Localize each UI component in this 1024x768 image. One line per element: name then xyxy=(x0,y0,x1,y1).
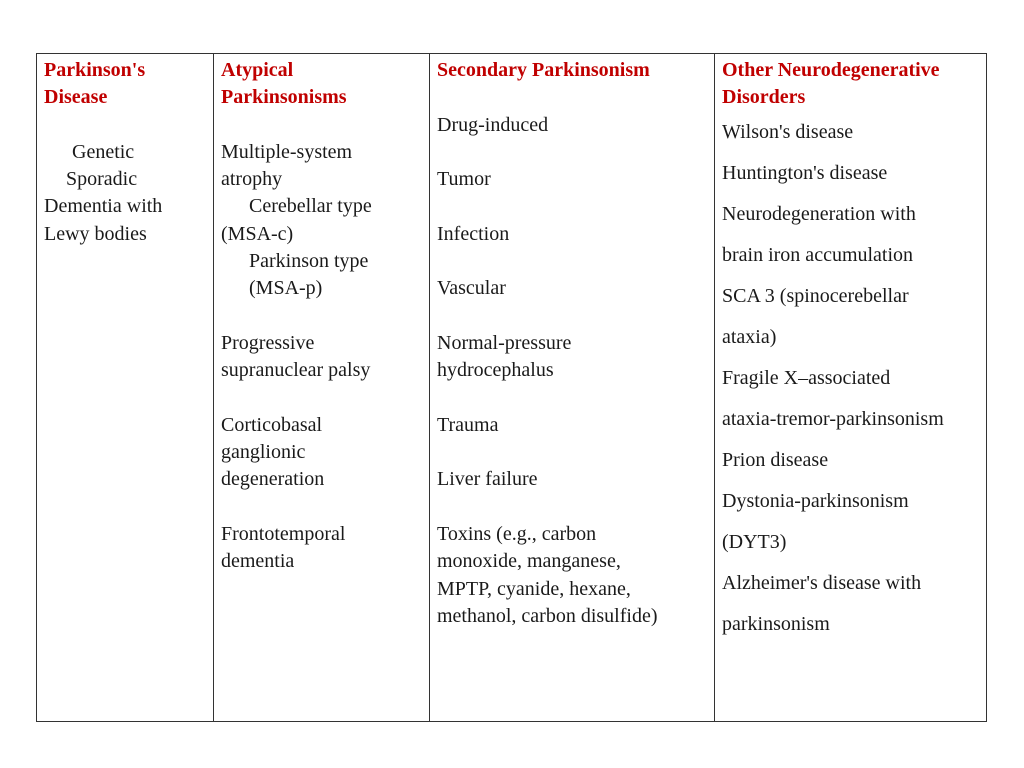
column-atypical-parkinsonisms xyxy=(214,54,430,721)
classification-table xyxy=(36,53,987,722)
list-item: Normal-pressure xyxy=(437,331,572,354)
list-item: monoxide, manganese, xyxy=(437,550,621,573)
list-item: Alzheimer's disease with xyxy=(722,571,922,594)
column-secondary-parkinsonism xyxy=(430,54,715,721)
list-item: degeneration xyxy=(221,468,325,491)
list-item: supranuclear palsy xyxy=(221,359,371,382)
list-item: Dementia with xyxy=(44,195,163,218)
list-item: Progressive xyxy=(221,331,315,354)
list-item: MPTP, cyanide, hexane, xyxy=(437,577,631,600)
list-item: Cerebellar type xyxy=(249,195,372,218)
list-item: Sporadic xyxy=(66,168,138,191)
column-header: Parkinson's xyxy=(44,59,146,81)
list-item: Infection xyxy=(437,222,510,245)
column-header: Parkinsonisms xyxy=(221,86,347,109)
column-header: Disorders xyxy=(722,86,806,109)
list-item: Drug-induced xyxy=(437,113,549,136)
list-item: dementia xyxy=(221,550,295,573)
list-item: (MSA-c) xyxy=(221,222,294,245)
column-header: Disease xyxy=(44,86,108,109)
list-item: ataxia) xyxy=(722,325,777,348)
list-item: Genetic xyxy=(72,140,135,163)
list-item: Parkinson type xyxy=(249,250,369,273)
list-item: Vascular xyxy=(437,277,506,300)
list-item: hydrocephalus xyxy=(437,359,554,382)
column-header: Atypical xyxy=(221,59,294,81)
list-item: parkinsonism xyxy=(722,612,830,635)
list-item: Prion disease xyxy=(722,448,829,471)
list-item: Tumor xyxy=(437,168,491,191)
list-item: Wilson's disease xyxy=(722,120,854,143)
list-item: Toxins (e.g., carbon xyxy=(437,523,597,546)
column-other-neurodegenerative xyxy=(715,54,986,721)
list-item: brain iron accumulation xyxy=(722,243,914,266)
list-item: Dystonia-parkinsonism xyxy=(722,489,909,512)
list-item: ganglionic xyxy=(221,441,306,464)
column-parkinsons-disease xyxy=(37,54,214,721)
list-item: methanol, carbon disulfide) xyxy=(437,604,658,627)
list-item: Trauma xyxy=(437,413,499,436)
list-item: Lewy bodies xyxy=(44,222,147,245)
list-item: ataxia-tremor-parkinsonism xyxy=(722,407,944,430)
list-item: atrophy xyxy=(221,168,283,191)
list-item: Frontotemporal xyxy=(221,523,346,546)
list-item: Corticobasal xyxy=(221,413,323,436)
list-item: Fragile X–associated xyxy=(722,366,891,389)
list-item: (MSA-p) xyxy=(249,277,323,300)
list-item: SCA 3 (spinocerebellar xyxy=(722,284,909,307)
list-item: Huntington's disease xyxy=(722,161,888,184)
list-item: Liver failure xyxy=(437,468,538,491)
column-header: Secondary Parkinsonism xyxy=(437,59,650,81)
list-item: Multiple-system xyxy=(221,140,353,163)
list-item: (DYT3) xyxy=(722,530,787,553)
list-item: Neurodegeneration with xyxy=(722,202,916,225)
column-header: Other Neurodegenerative xyxy=(722,59,940,81)
